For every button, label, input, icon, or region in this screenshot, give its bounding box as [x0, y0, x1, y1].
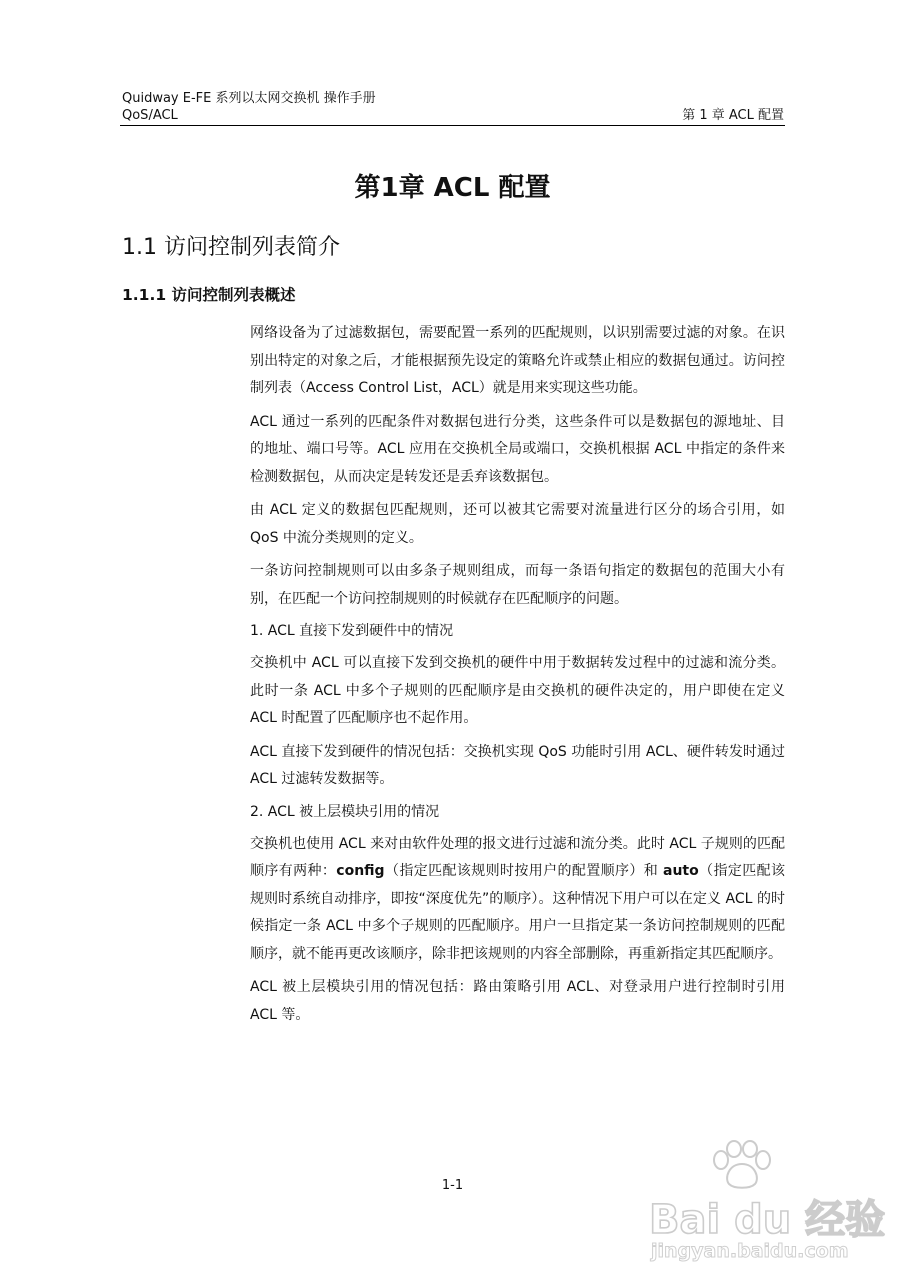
paragraph-4: 一条访问控制规则可以由多条子规则组成，而每一条语句指定的数据包的范围大小有别，在匹配一个访问控制规则的时候就存在匹配顺序的问题。 — [250, 563, 785, 607]
section-heading-1-1-1: 1.1.1 访问控制列表概述 — [122, 286, 296, 304]
paragraph-8: ACL 被上层模块引用的情况包括：路由策略引用 ACL、对登录用户进行控制时引用 ACL 等。 — [250, 979, 785, 1023]
keyword-config: config — [336, 863, 385, 879]
page-number: 1-1 — [441, 1178, 464, 1193]
section-heading-1-1: 1.1 访问控制列表简介 — [122, 235, 340, 260]
header-divider — [120, 125, 785, 126]
chapter-title: 第1章 ACL 配置 — [354, 173, 551, 203]
body-text — [250, 320, 785, 1035]
paragraph-5: 交换机中 ACL 可以直接下发到交换机的硬件中用于数据转发过程中的过滤和流分类。此时一条 ACL 中多个子规则的匹配顺序是由交换机的硬件决定的，用户即使在定义 ACL 时配置了匹配顺序也不起作用。 — [250, 655, 785, 726]
paragraph-7-part-b: （指定匹配该规则时按用户的配置顺序）和 — [384, 863, 663, 879]
running-header-left — [122, 90, 376, 124]
header-section: QoS/ACL — [122, 108, 178, 123]
subheading-upper-module: 2. ACL 被上层模块引用的情况 — [250, 803, 440, 820]
watermark-brand: Bai du 经验 — [649, 1197, 886, 1243]
paragraph-1: 网络设备为了过滤数据包，需要配置一系列的匹配规则，以识别需要过滤的对象。在识别出特定的对象之后，才能根据预先设定的策略允许或禁止相应的数据包通过。访问控制列表（Access Control List，ACL）就是用来实现这些功能。 — [250, 325, 785, 396]
header-chapter: 第 1 章 ACL 配置 — [682, 108, 784, 123]
paragraph-6: ACL 直接下发到硬件的情况包括：交换机实现 QoS 功能时引用 ACL、硬件转发时通过 ACL 过滤转发数据等。 — [250, 743, 785, 787]
subheading-hardware: 1. ACL 直接下发到硬件中的情况 — [250, 623, 454, 639]
paragraph-3: 由 ACL 定义的数据包匹配规则，还可以被其它需要对流量进行区分的场合引用，如 QoS 中流分类规则的定义。 — [250, 502, 785, 546]
baidu-watermark — [645, 1140, 886, 1280]
watermark-url: jingyan.baidu.com — [651, 1240, 849, 1262]
paragraph-7 — [250, 831, 785, 969]
paragraph-7-part-a: 交换机也使用 ACL 来对由软件处理的报文进行过滤和流分类。此时 ACL 子规则的匹配顺序有两种： — [250, 835, 785, 879]
baidu-paw-icon — [707, 1140, 777, 1190]
header-product: Quidway E-FE 系列以太网交换机 操作手册 — [122, 91, 376, 106]
paragraph-7-part-c: （指定匹配该规则时系统自动排序，即按“深度优先”的顺序）。这种情况下用户可以在定义 ACL 的时候指定一条 ACL 中多个子规则的匹配顺序。用户一旦指定某一条访问控制规则的匹配顺序，就不能再更改该顺序，除非把该规则的内容全部删除，再重新指定其匹配顺序。 — [250, 863, 786, 962]
keyword-auto: auto — [663, 863, 699, 879]
paragraph-2: ACL 通过一系列的匹配条件对数据包进行分类，这些条件可以是数据包的源地址、目的地址、端口号等。ACL 应用在交换机全局或端口，交换机根据 ACL 中指定的条件来检测数据包，从而决定是转发还是丢弃该数据包。 — [250, 413, 785, 485]
